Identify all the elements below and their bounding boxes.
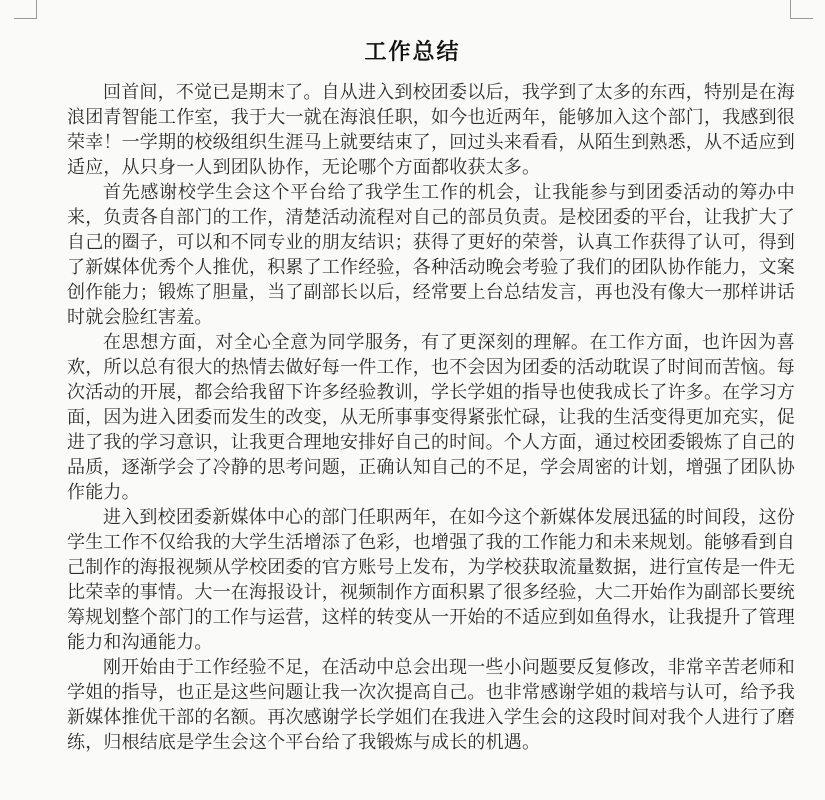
paragraph-3: 在思想方面，对全心全意为同学服务，有了更深刻的理解。在工作方面，也许因为喜欢，所以总有很大的热情去做好每一件工作，也不会因为团委的活动耽误了时间而苦恼。每次活动的开展，都会给我留下许多经验教训，学长学姐的指导也使我成长了许多。在学习方面，因为进入团委而发生的改变，从无所事事变得紧张忙碌，让我的生活变得更加充实，促进了我的学习意识，让我更合理地安排好自己的时间。个人方面，通过校团委锻炼了自己的品质，逐渐学会了冷静的思考问题，正确认知自己的不足，学会周密的计划，增强了团队协作能力。	[67, 332, 795, 503]
document-body	[67, 80, 795, 755]
paragraph-2: 首先感谢校学生会这个平台给了我学生工作的机会，让我能参与到团委活动的筹办中来，负责各自部门的工作，清楚活动流程对自己的部员负责。是校团委的平台，让我扩大了自己的圈子，可以和不同专业的朋友结识；获得了更好的荣誉，认真工作获得了认可，得到了新媒体优秀个人推优，积累了工作经验，各种活动晚会考验了我们的团队协作能力，文案创作能力；锻炼了胆量，当了副部长以后，经常要上台总结发言，再也没有像大一那样讲话时就会脸红害羞。	[67, 182, 795, 328]
paragraph-5: 刚开始由于工作经验不足，在活动中总会出现一些小问题要反复修改，非常辛苦老师和学姐的指导，也正是这些问题让我一次次提高自己。也非常感谢学姐的栽培与认可，给予我新媒体推优干部的名额。再次感谢学长学姐们在我进入学生会的这段时间对我个人进行了磨练，归根结底是学生会这个平台给了我锻炼与成长的机遇。	[67, 657, 795, 753]
crop-mark-top-left	[14, 0, 37, 19]
paragraph-1: 回首间，不觉已是期末了。自从进入到校团委以后，我学到了太多的东西，特别是在海浪团青智能工作室，我于大一就在海浪任职，如今也近两年，能够加入这个部门，我感到很荣幸！一学期的校级组织生涯马上就要结束了，回过头来看看，从陌生到熟悉，从不适应到适应，从只身一人到团队协作，无论哪个方面都收获太多。	[67, 82, 795, 178]
crop-mark-top-right	[790, 0, 813, 19]
document-title: 工作总结	[364, 40, 461, 65]
paragraph-4: 进入到校团委新媒体中心的部门任职两年，在如今这个新媒体发展迅猛的时间段，这份学生工作不仅给我的大学生活增添了色彩，也增强了我的工作能力和未来规划。能够看到自己制作的海报视频从学校团委的官方账号上发布，为学校获取流量数据，进行宣传是一件无比荣幸的事情。大一在海报设计，视频制作方面积累了很多经验，大二开始作为副部长要统筹规划整个部门的工作与运营，这样的转变从一开始的不适应到如鱼得水，让我提升了管理能力和沟通能力。	[67, 507, 795, 653]
